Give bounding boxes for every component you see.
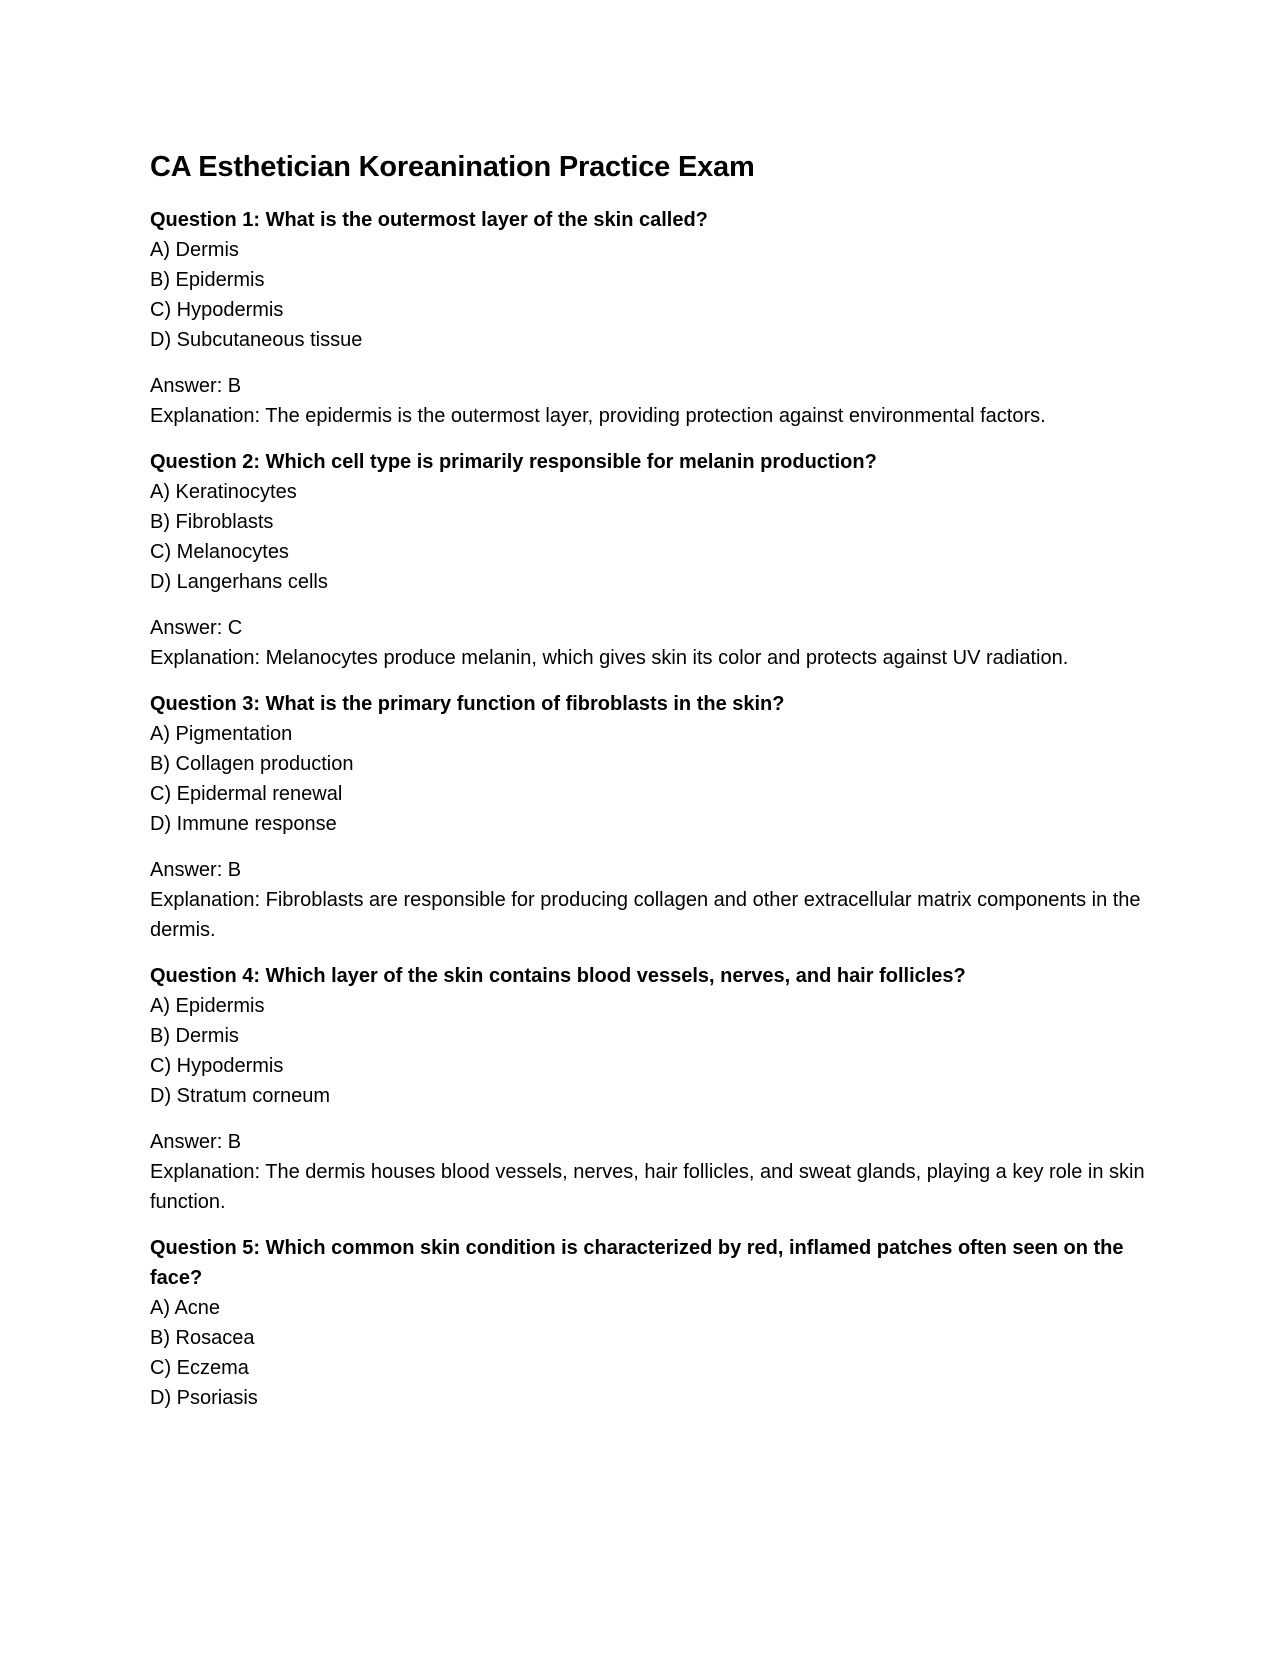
option-item: B) Collagen production [150,752,354,775]
option-item: D) Psoriasis [150,1386,258,1409]
answer-block [150,371,1150,431]
option-item: C) Eczema [150,1356,249,1379]
options-list [150,1293,1150,1413]
option-item: A) Epidermis [150,994,265,1017]
option-item: B) Rosacea [150,1326,255,1349]
question-block [150,961,1150,1217]
question-block [150,1233,1150,1413]
option-item: C) Hypodermis [150,1054,284,1077]
question-text: Question 4: Which layer of the skin contains blood vessels, nerves, and hair follicles? [150,964,966,987]
option-item: A) Keratinocytes [150,480,297,503]
option-item: A) Dermis [150,238,239,261]
option-item: B) Dermis [150,1024,239,1047]
answer-text: Answer: B [150,858,242,881]
question-block [150,205,1150,431]
option-item: A) Pigmentation [150,722,293,745]
explanation-text: Explanation: Fibroblasts are responsible for producing collagen and other extracellular matrix components in the dermis. [150,888,1141,941]
explanation-text: Explanation: The epidermis is the outermost layer, providing protection against environmental factors. [150,404,1046,427]
explanation-text: Explanation: The dermis houses blood vessels, nerves, hair follicles, and sweat glands, playing a key role in skin function. [150,1160,1145,1213]
option-item: D) Stratum corneum [150,1084,331,1107]
answer-block [150,1127,1150,1217]
explanation-text: Explanation: Melanocytes produce melanin, which gives skin its color and protects against UV radiation. [150,646,1069,669]
option-item: D) Langerhans cells [150,570,328,593]
question-block [150,447,1150,673]
answer-block [150,613,1150,673]
answer-text: Answer: B [150,1130,242,1153]
answer-text: Answer: C [150,616,243,639]
question-block [150,689,1150,945]
question-text: Question 3: What is the primary function of fibroblasts in the skin? [150,692,785,715]
option-item: D) Subcutaneous tissue [150,328,363,351]
options-list [150,991,1150,1111]
document-title: CA Esthetician Koreanination Practice Exam [150,151,755,183]
option-item: D) Immune response [150,812,337,835]
option-item: C) Hypodermis [150,298,284,321]
document-page [150,150,1150,1429]
question-text: Question 1: What is the outermost layer of the skin called? [150,208,708,231]
question-text: Question 2: Which cell type is primarily responsible for melanin production? [150,450,877,473]
option-item: B) Fibroblasts [150,510,274,533]
options-list [150,235,1150,355]
option-item: C) Melanocytes [150,540,289,563]
option-item: A) Acne [150,1296,221,1319]
answer-text: Answer: B [150,374,242,397]
answer-block [150,855,1150,945]
option-item: B) Epidermis [150,268,265,291]
question-text: Question 5: Which common skin condition is characterized by red, inflamed patches often seen on the face? [150,1236,1124,1289]
options-list [150,719,1150,839]
option-item: C) Epidermal renewal [150,782,343,805]
options-list [150,477,1150,597]
